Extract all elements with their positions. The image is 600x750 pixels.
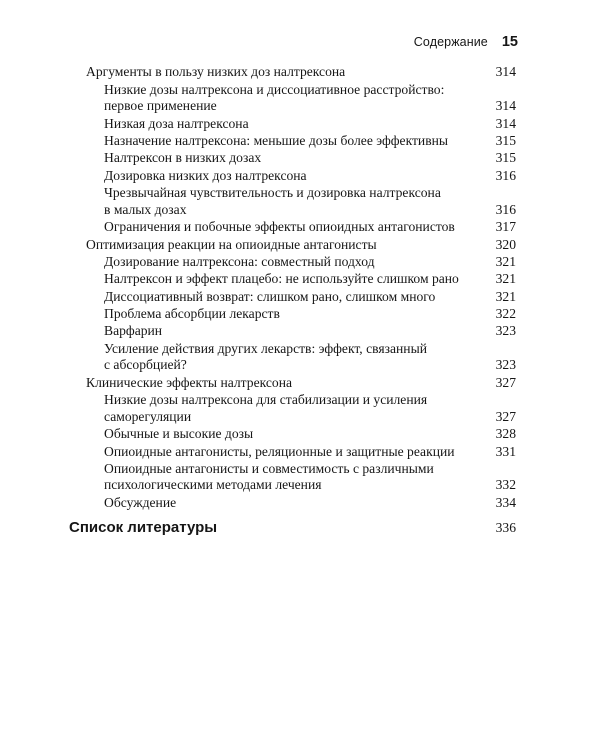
toc-entry: [86, 254, 516, 271]
toc-entry: [86, 81, 516, 115]
toc-entry-page: 334: [495, 494, 516, 510]
toc-entry-page: 323: [495, 357, 516, 373]
toc-entry-page: 323: [495, 323, 516, 339]
toc-entry: [86, 374, 516, 391]
toc-entry: [86, 150, 516, 167]
table-of-contents: [86, 64, 516, 512]
toc-entry-title: Клинические эффекты налтрексона: [86, 374, 293, 390]
toc-entry-page: 314: [495, 98, 516, 114]
toc-entry-page: 316: [495, 201, 516, 217]
toc-entry-title: Низкие дозы налтрексона и диссоциативное расстройство: первое применение: [104, 81, 445, 114]
toc-entry-title: Варфарин: [104, 323, 163, 339]
toc-entry: [86, 288, 516, 305]
header-page-number: 15: [501, 34, 518, 50]
toc-entry: [86, 236, 516, 253]
toc-entry: [86, 167, 516, 184]
toc-entry: [86, 494, 516, 511]
toc-entry: [86, 426, 516, 443]
toc-entry-page: 321: [495, 288, 516, 304]
toc-entry: [86, 306, 516, 323]
toc-entry: [86, 461, 516, 495]
toc-entry-page: 322: [495, 306, 516, 322]
toc-entry: [86, 340, 516, 374]
toc-entry: [86, 323, 516, 340]
toc-entry: [86, 219, 516, 236]
toc-entry: [86, 115, 516, 132]
toc-entry-title: Ограничения и побочные эффекты опиоидных антагонистов: [104, 219, 455, 235]
toc-entry-title: Опиоидные антагонисты, реляционные и защитные реакции: [104, 443, 455, 459]
toc-entry-page: 316: [495, 167, 516, 183]
toc-entry-title: Чрезвычайная чувствительность и дозировка налтрексона в малых дозах: [104, 185, 441, 217]
toc-entry-page: 314: [495, 64, 516, 80]
toc-entry: [86, 64, 516, 81]
toc-entry-title: Дозировка низких доз налтрексона: [104, 167, 307, 183]
header-section-title: Содержание: [413, 35, 488, 49]
toc-entry-title: Назначение налтрексона: меньшие дозы более эффективны: [104, 133, 449, 149]
toc-entry-title: Обычные и высокие дозы: [104, 426, 254, 442]
toc-entry-page: 315: [495, 133, 516, 149]
toc-entry-title: Низкая доза налтрексона: [104, 115, 249, 131]
toc-entry-title: Дозирование налтрексона: совместный подход: [104, 253, 375, 269]
toc-entry-page: 332: [495, 477, 516, 493]
toc-entry-title: Налтрексон и эффект плацебо: не используйте слишком рано: [104, 271, 459, 287]
toc-entry-page: 327: [495, 374, 516, 390]
toc-entry-title: Опиоидные антагонисты и совместимость с различными психологическими методами лечения: [104, 460, 434, 493]
toc-entry-title: Усиление действия других лекарств: эффект, связанный с абсорбцией?: [104, 340, 427, 373]
toc-entry-title: Диссоциативный возврат: слишком рано, слишком много: [104, 288, 436, 304]
toc-entry: [86, 185, 516, 219]
toc-entry-title: Аргументы в пользу низких доз налтрексона: [86, 64, 346, 80]
toc-entry-title: Проблема абсорбции лекарств: [104, 306, 280, 322]
toc-entry-title: Низкие дозы налтрексона для стабилизации и усиления саморегуляции: [104, 392, 428, 424]
bibliography-page: 336: [495, 520, 516, 535]
toc-entry: [86, 443, 516, 460]
bibliography-title: Список литературы: [69, 519, 218, 536]
toc-entry: [86, 392, 516, 426]
toc-entry-page: 317: [495, 219, 516, 235]
toc-entry: [86, 133, 516, 150]
toc-entry-page: 327: [495, 408, 516, 424]
toc-entry-title: Обсуждение: [104, 494, 177, 510]
toc-entry-page: 314: [495, 115, 516, 131]
toc-entry-page: 320: [495, 236, 516, 252]
toc-entry-title: Оптимизация реакции на опиоидные антагонисты: [86, 236, 377, 252]
toc-entry-page: 331: [495, 443, 516, 459]
toc-entry-page: 315: [495, 150, 516, 166]
running-header: [414, 34, 518, 50]
toc-entry-page: 328: [495, 426, 516, 442]
toc-entry-page: 321: [495, 253, 516, 269]
toc-entry: [86, 271, 516, 288]
bibliography-entry: [69, 519, 516, 536]
toc-entry-title: Налтрексон в низких дозах: [104, 150, 262, 166]
toc-entry-page: 321: [495, 271, 516, 287]
